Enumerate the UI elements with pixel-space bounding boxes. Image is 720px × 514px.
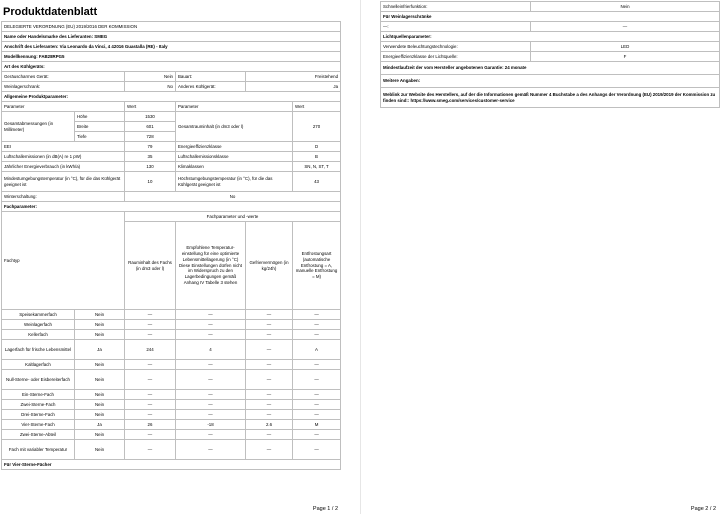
compartment-freeze: — [246,410,293,420]
compartment-volume: — [125,410,176,420]
compartment-freeze: — [246,320,293,330]
table-row [2,360,341,370]
compartment-present: Nein [75,360,125,370]
compartment-name: Fach mit variabler Temperatur [2,440,75,460]
warranty-row: Mindestlaufzeit der vom Hersteller angebotenen Garantie: 24 monate [381,62,720,75]
design-label: Bauart: [176,72,246,82]
max-temp-value: 43 [293,172,341,192]
table-row [2,410,341,420]
supplier-name-row: Name oder Handelsmarke des Lieferanten: SMEG [2,32,341,42]
compartment-volume: — [125,330,176,340]
supplier-address-row: Anschrift des Lieferanten: Via Leonardo da Vinci, 4 42016 Guastalla (RE) - Italy [2,42,341,52]
compartment-name: Ein-Sterne-Fach [2,390,75,400]
wine-storage-heading: Für Weinlagerschränke [381,12,720,22]
compartment-volume: — [125,390,176,400]
wine-storage-value: — [531,22,720,32]
further-info-heading: Weitere Angaben: [381,75,720,88]
table-row [2,440,341,460]
low-noise-value: Nein [125,72,176,82]
four-star-heading: Für Vier-Sterne-Fächer [2,460,341,470]
col-temp-header: Empfohlene Temperatur-einstellung für eine optimierte Lebensmittellagerung (in °C) Diese Einstellungen dürfen nicht im Widerspruch zu den Lagerbedingungen gemäß Anhang IV Tabelle 3 stehen [176,222,246,310]
compartment-defrost: — [293,440,341,460]
other-appliance-value: Ja [246,82,341,92]
compartment-present: Ja [75,340,125,360]
width-label: Breite [75,122,125,132]
compartment-name: Zwei-Sterne-Abteil [2,430,75,440]
compartment-volume: — [125,370,176,390]
noise-value: 35 [125,152,176,162]
energy-consumption-label: Jährlicher Energieverbrauch (in kWh/a) [2,162,125,172]
col-volume-header: Rauminhalt des Fachs (in dm3 oder l) [125,222,176,310]
light-class-value: F [531,52,720,62]
compartment-name: Vier-Sterne-Fach [2,420,75,430]
energy-consumption-value: 130 [125,162,176,172]
compartment-freeze: — [246,440,293,460]
compartment-temp: — [176,400,246,410]
compartment-freeze: — [246,370,293,390]
winter-switch-value: No [125,192,341,202]
efficiency-class-value: D [293,142,341,152]
depth-value: 728 [125,132,176,142]
depth-label: Tiefe [75,132,125,142]
compartment-type-label: Fachtyp [2,212,125,310]
compartment-name: Drei-Sterne-Fach [2,410,75,420]
max-temp-label: Höchstumgebungstemperatur (in °C), für die das Kühlgerät geeignet ist [176,172,293,192]
wine-cabinet-value: No [125,82,176,92]
compartment-defrost: — [293,400,341,410]
compartment-temp: — [176,410,246,420]
compartment-defrost: — [293,310,341,320]
value-header-2: Wert [293,102,341,112]
page-title: Produktdatenblatt [3,6,98,18]
compartment-present: Nein [75,410,125,420]
compartment-name: Kaltlagerfach [2,360,75,370]
compartment-name: Null-Sterne- oder Eisbereiterfach [2,370,75,390]
compartment-temp: — [176,320,246,330]
compartment-volume: 26 [125,420,176,430]
compartment-freeze: — [246,340,293,360]
compartment-freeze: — [246,390,293,400]
compartment-name: Zwei-Sterne-Fach [2,400,75,410]
compartment-defrost: — [293,360,341,370]
table-row [2,420,341,430]
compartment-defrost: A [293,340,341,360]
compartment-defrost: — [293,320,341,330]
page-number: Page 2 / 2 [690,506,716,512]
col-defrost-header: Entfrostungsart (automatische Entfrostung = A, manuelle Entfrostung = M) [293,222,341,310]
compartment-freeze: — [246,400,293,410]
compartment-volume: 244 [125,340,176,360]
table-row [2,320,341,330]
other-appliance-label: Anderes Kühlgerät: [176,82,246,92]
param-header-1: Parameter [2,102,125,112]
table-row [2,400,341,410]
noise-class-value: B [293,152,341,162]
model-row: Modellkennung: FAB28RPG5 [2,52,341,62]
wine-cabinet-label: Weinlagerschrank: [2,82,125,92]
general-params-heading: Allgemeine Produktparameter: [2,92,341,102]
compartment-temp: -18 [176,420,246,430]
compartment-freeze: — [246,330,293,340]
compartment-present: Nein [75,400,125,410]
volume-value: 270 [293,112,341,142]
compartment-temp: 4 [176,340,246,360]
compartment-group-header: Fachparameter und -werte [125,212,341,222]
compartment-present: Nein [75,390,125,400]
height-label: Höhe [75,112,125,122]
compartment-volume: — [125,400,176,410]
param-header-2: Parameter [176,102,293,112]
compartment-name: Kellerfach [2,330,75,340]
noise-class-label: Luftschallemissionsklasse [176,152,293,162]
quick-freeze-label: Schnelleinfrierfunktion: [381,2,531,12]
compartment-defrost: — [293,330,341,340]
compartment-volume: — [125,310,176,320]
light-technology-label: Verwendete Beleuchtungstechnologie: [381,42,531,52]
product-data-table [1,21,341,470]
table-row [2,310,341,320]
compartment-params-heading: Fachparameter: [2,202,341,212]
min-temp-label: Mindestumgebungstemperatur (in °C), für die das Kühlgerät geeignet ist [2,172,125,192]
light-source-heading: Lichtquellenparameter: [381,32,720,42]
compartment-present: Nein [75,440,125,460]
min-temp-value: 10 [125,172,176,192]
compartment-temp: — [176,390,246,400]
value-header-1: Wert [125,102,176,112]
wine-storage-label: —: [381,22,531,32]
compartment-temp: — [176,430,246,440]
eei-label: EEI [2,142,125,152]
compartment-defrost: — [293,390,341,400]
compartment-volume: — [125,320,176,330]
compartment-freeze: — [246,310,293,320]
width-value: 601 [125,122,176,132]
compartment-freeze: — [246,430,293,440]
winter-switch-label: Winterschaltung: [2,192,125,202]
dimensions-label: Gesamtabmessungen (in Millimeter) [2,112,75,142]
compartment-defrost: — [293,370,341,390]
compartment-volume: — [125,440,176,460]
compartment-volume: — [125,430,176,440]
compartment-name: Weinlagerfach [2,320,75,330]
product-data-table-continued [380,1,720,108]
manufacturer-website-row: Weblink zur Website des Herstellers, auf der die Informationen gemäß Nummer 4 Buchstabe a des Anhangs der Verordnung (EU) 2019/2019 der Kommission zu finden sind:: https://www.smeg.com/services/customer-service [381,88,720,108]
datasheet-page-2 [360,0,720,514]
noise-label: Luftschallemissionen (in dB(A) re 1 pW) [2,152,125,162]
design-value: Freistehend [246,72,341,82]
compartment-defrost: M [293,420,341,430]
table-row [2,390,341,400]
compartment-present: Nein [75,370,125,390]
compartment-temp: — [176,440,246,460]
regulation-row: DELEGIERTE VERORDNUNG (EU) 2019/2016 DER KOMMISSION [2,22,341,32]
compartment-freeze: 2.6 [246,420,293,430]
quick-freeze-value: Nein [531,2,720,12]
table-row [2,370,341,390]
low-noise-label: Geräuscharmes Gerät: [2,72,125,82]
compartment-present: Ja [75,420,125,430]
compartment-freeze: — [246,360,293,370]
page-number: Page 1 / 2 [312,506,338,512]
height-value: 1530 [125,112,176,122]
light-class-label: Energieeffizienzklasse der Lichtquelle: [381,52,531,62]
climate-class-label: Klimaklassen [176,162,293,172]
eei-value: 79 [125,142,176,152]
volume-label: Gesamtrauminhalt (in dm3 oder l) [176,112,293,142]
compartment-present: Nein [75,320,125,330]
compartment-temp: — [176,330,246,340]
col-freeze-header: Gefriervermögen (in kg/24h) [246,222,293,310]
table-row [2,340,341,360]
compartment-defrost: — [293,410,341,420]
compartment-volume: — [125,360,176,370]
compartment-defrost: — [293,430,341,440]
compartment-temp: — [176,310,246,320]
compartment-present: Nein [75,430,125,440]
table-row [2,430,341,440]
compartment-present: Nein [75,330,125,340]
climate-class-value: SN, N, ST, T [293,162,341,172]
compartment-temp: — [176,370,246,390]
table-row [2,330,341,340]
compartment-present: Nein [75,310,125,320]
compartment-temp: — [176,360,246,370]
light-technology-value: LED [531,42,720,52]
appliance-type-heading: Art des Kühlgeräts: [2,62,341,72]
compartment-name: Speisekammerfach [2,310,75,320]
compartment-rows [2,310,341,460]
compartment-name: Lagerfach für frische Lebensmittel [2,340,75,360]
efficiency-class-label: Energieeffizienzklasse [176,142,293,152]
